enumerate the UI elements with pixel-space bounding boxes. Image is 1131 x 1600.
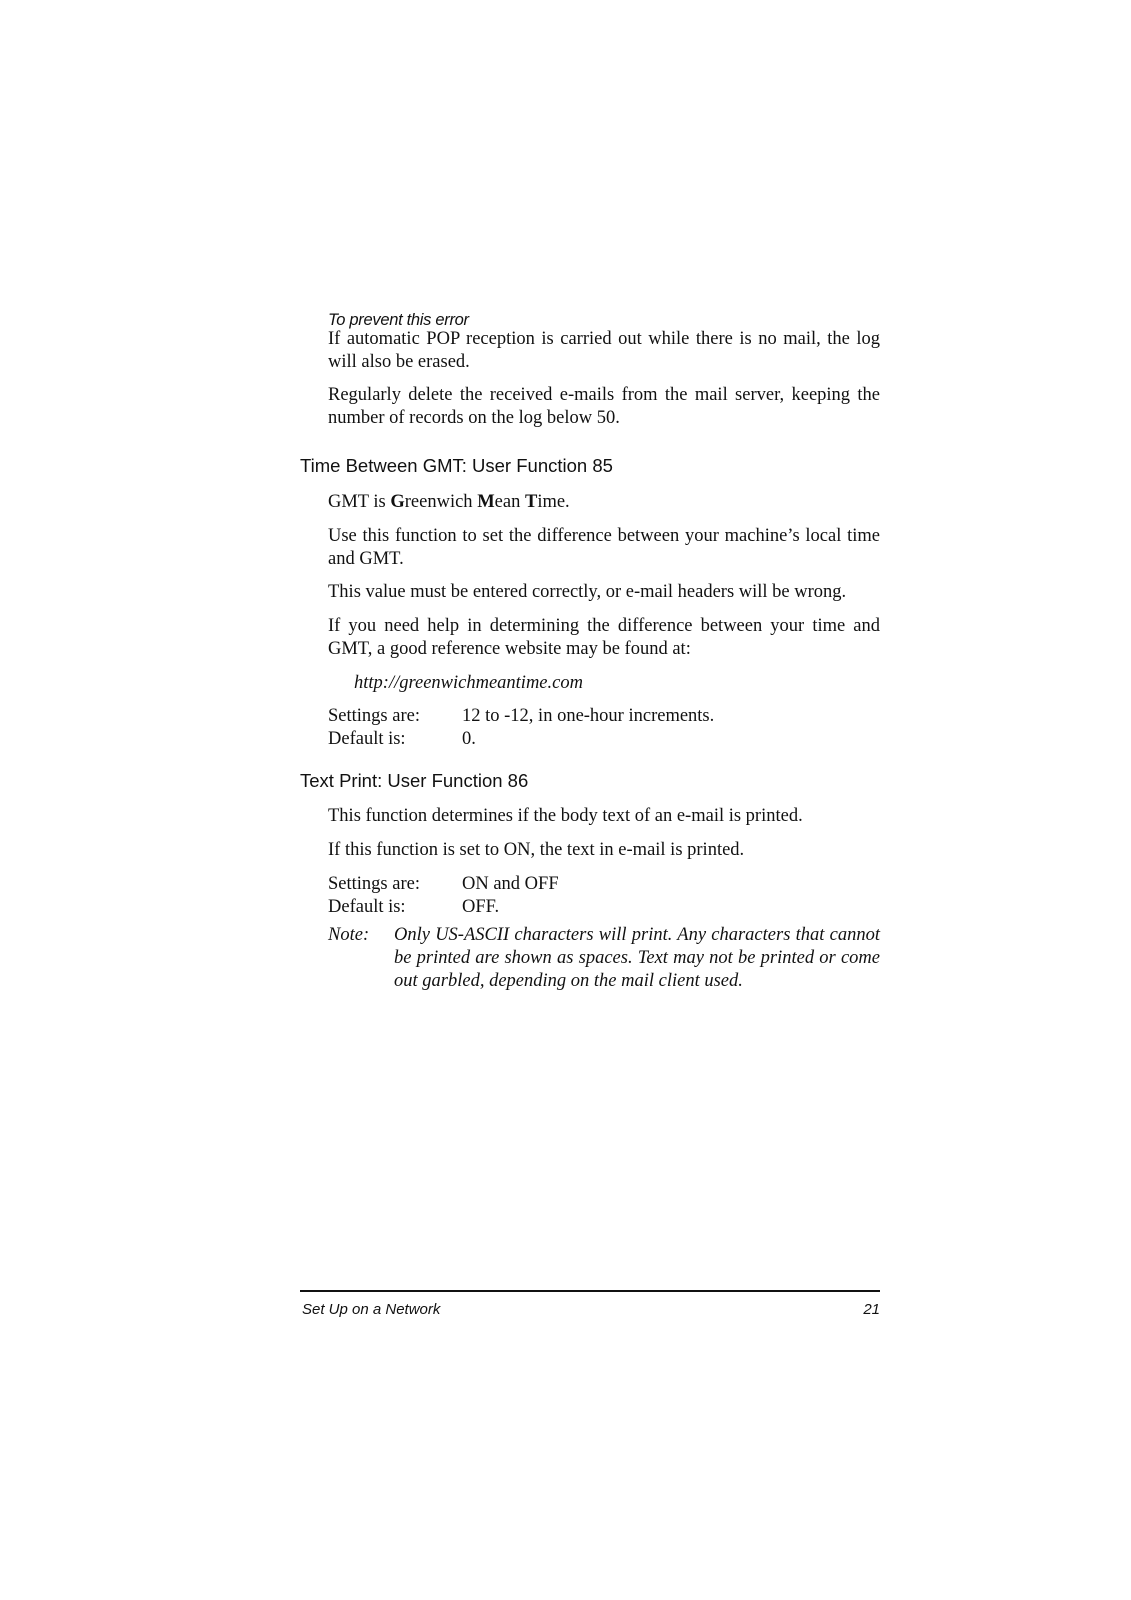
paragraph-text-print-purpose: This function determines if the body text of an e-mail is printed. bbox=[328, 806, 803, 826]
heading-time-between-gmt: Time Between GMT: User Function 85 bbox=[300, 455, 613, 476]
gmt-def-prefix: GMT is bbox=[328, 492, 391, 512]
paragraph-delete-emails: Regularly delete the received e-mails from the mail server, keeping the number of records on the log below 50. bbox=[328, 385, 880, 428]
gmt-def-bold-m: M bbox=[477, 492, 495, 512]
gmt-def-ean: ean bbox=[494, 492, 525, 512]
paragraph-pop-reception: If automatic POP reception is carried out while there is no mail, the log will also be erased. bbox=[328, 329, 880, 372]
gmt-def-reenwich: reenwich bbox=[404, 492, 478, 512]
note-label: Note: bbox=[328, 925, 370, 945]
gmt-def-bold-t: T bbox=[524, 492, 538, 512]
footer-divider bbox=[300, 1290, 880, 1292]
paragraph-gmt-correct: This value must be entered correctly, or e-mail headers will be wrong. bbox=[328, 582, 847, 602]
text-print-settings-label: Settings are: bbox=[328, 874, 420, 894]
note-text: Only US-ASCII characters will print. Any characters that cannot be printed are shown as spaces. Text may not be printed or come out garbled, depending on the mail client used. bbox=[394, 925, 880, 991]
paragraph-gmt-help: If you need help in determining the difference between your time and GMT, a good reference website may be found at: bbox=[328, 616, 880, 659]
heading-text-print: Text Print: User Function 86 bbox=[300, 770, 529, 791]
paragraph-text-print-on: If this function is set to ON, the text in e-mail is printed. bbox=[328, 840, 745, 860]
text-print-default-value: OFF. bbox=[462, 897, 500, 917]
paragraph-gmt-definition bbox=[328, 491, 880, 514]
gmt-settings-value: 12 to -12, in one-hour increments. bbox=[462, 706, 715, 726]
gmt-settings-label: Settings are: bbox=[328, 706, 420, 726]
gmt-def-ime: ime. bbox=[537, 492, 570, 512]
gmt-def-bold-g: G bbox=[390, 492, 405, 512]
gmt-default-label: Default is: bbox=[328, 729, 406, 749]
page-number: 21 bbox=[863, 1301, 880, 1318]
text-print-default-label: Default is: bbox=[328, 897, 406, 917]
subheading-prevent-error: To prevent this error bbox=[328, 311, 469, 329]
paragraph-gmt-difference: Use this function to set the difference between your machine’s local time and GMT. bbox=[328, 526, 880, 569]
footer-title: Set Up on a Network bbox=[302, 1301, 441, 1318]
gmt-default-value: 0. bbox=[462, 729, 476, 749]
text-print-settings-value: ON and OFF bbox=[462, 874, 559, 894]
reference-url-link[interactable]: http://greenwichmeantime.com bbox=[354, 673, 583, 693]
